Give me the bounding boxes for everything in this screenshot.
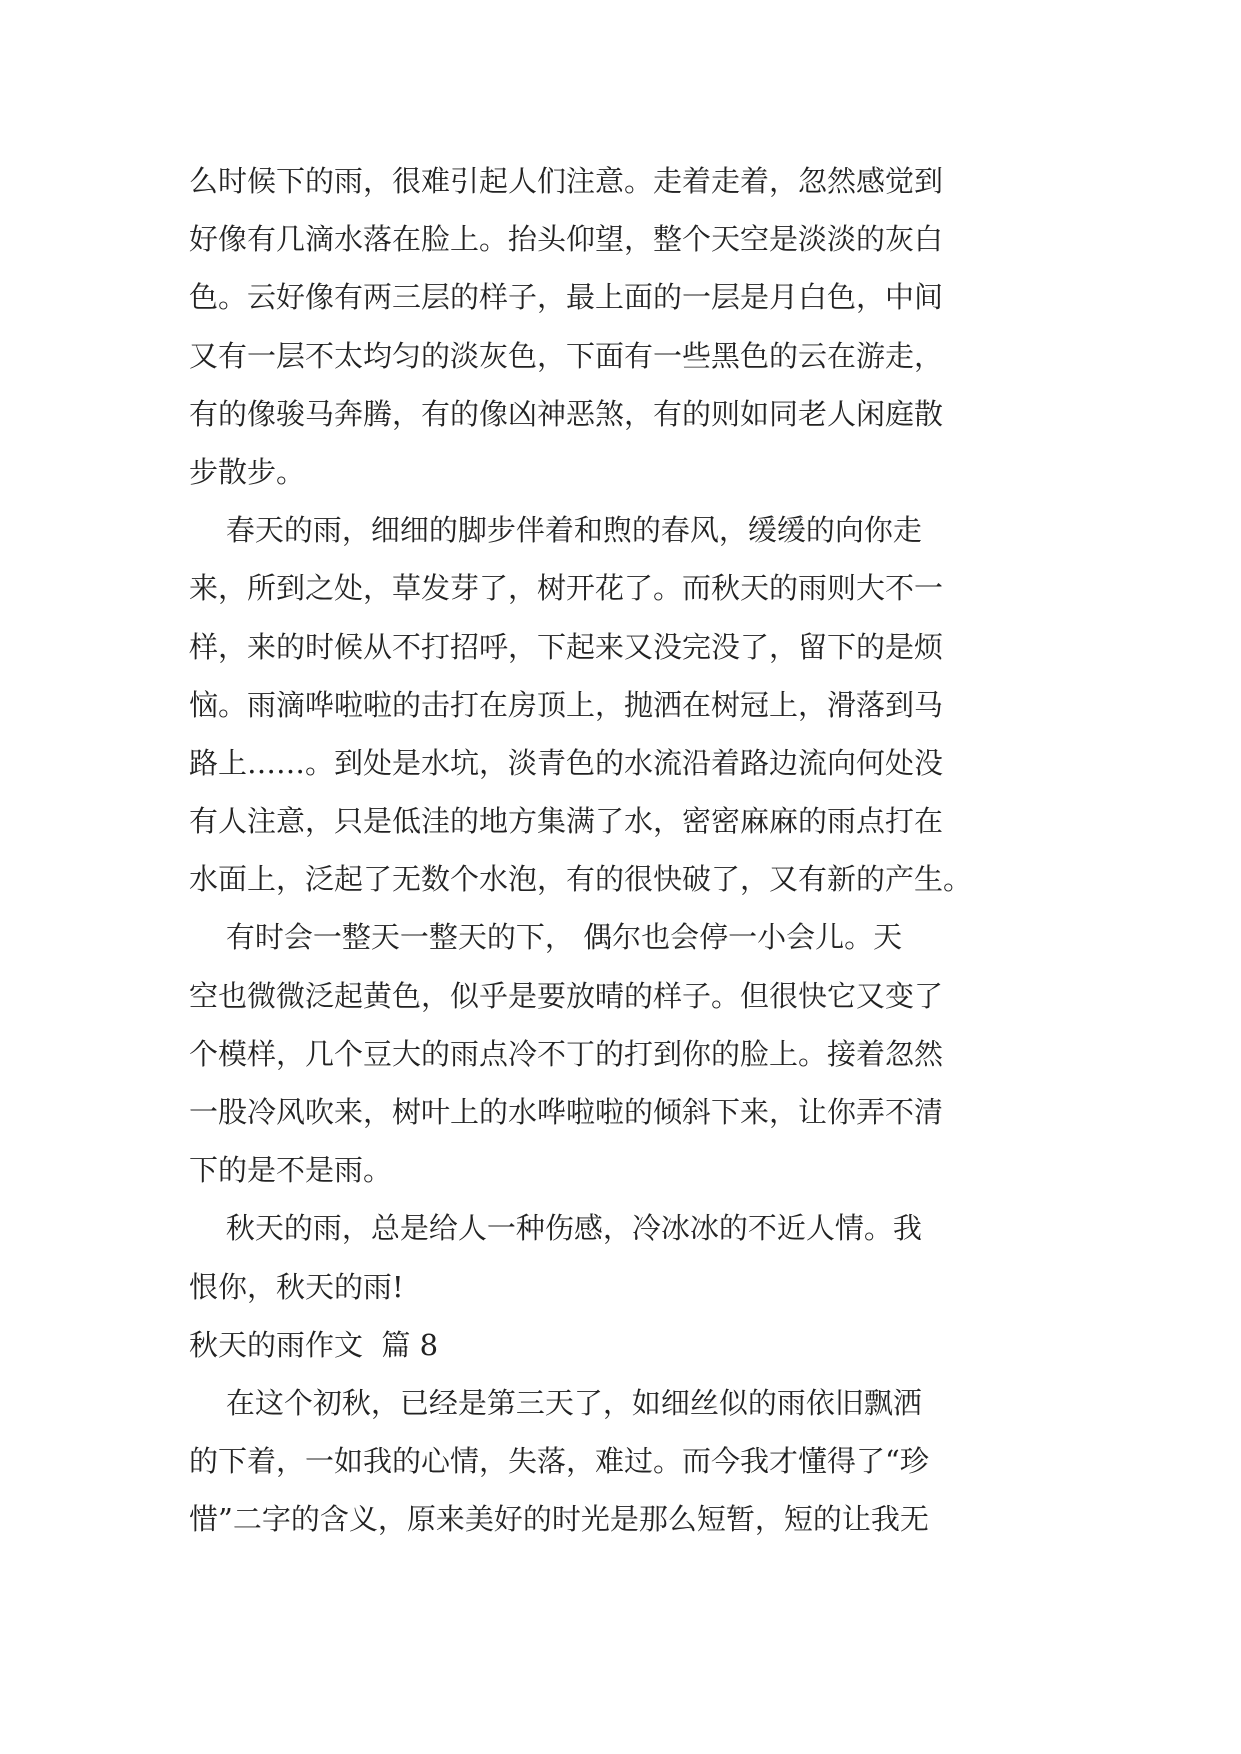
text-line: 步散步。: [189, 454, 306, 489]
text-line: 有时会一整天一整天的下， 偶尔也会停一小会儿。天: [189, 920, 903, 955]
text-line: 秋天的雨，总是给人一种伤感，冷冰冰的不近人情。我: [189, 1211, 922, 1246]
text-line: 又有一层不太均匀的淡灰色，下面有一些黑色的云在游走，: [189, 338, 944, 373]
text-line: 个模样，几个豆大的雨点冷不丁的打到你的脸上。接着忽然: [189, 1036, 944, 1071]
text-line: 么时候下的雨，很难引起人们注意。走着走着，忽然感觉到: [189, 164, 944, 198]
text-line: 色。云好像有两三层的样子，最上面的一层是月白色，中间: [189, 280, 944, 315]
text-line: 来，所到之处，草发芽了，树开花了。而秋天的雨则大不一: [189, 571, 944, 606]
text-line: 一股冷风吹来，树叶上的水哗啦啦的倾斜下来，让你弄不清: [189, 1095, 944, 1129]
section-heading: 秋天的雨作文 篇 8: [189, 1327, 439, 1362]
text-line: 有人注意，只是低洼的地方集满了水，密密麻麻的雨点打在: [189, 804, 944, 839]
document-page: [189, 152, 1059, 1549]
text-line: 有的像骏马奔腾，有的像凶神恶煞，有的则如同老人闲庭散: [189, 396, 944, 431]
text-line: 空也微微泛起黄色，似乎是要放晴的样子。但很快它又变了: [189, 978, 944, 1013]
text-line: 水面上，泛起了无数个水泡，有的很快破了，又有新的产生。: [189, 862, 973, 897]
text-line: 春天的雨，细细的脚步伴着和煦的春风，缓缓的向你走: [189, 513, 922, 548]
text-line: 样，来的时候从不打招呼，下起来又没完没了，留下的是烦: [189, 629, 944, 664]
text-line: 下的是不是雨。: [189, 1153, 393, 1188]
text-line: 恼。雨滴哗啦啦的击打在房顶上，抛洒在树冠上，滑落到马: [189, 687, 944, 722]
text-line: 恨你，秋天的雨!: [189, 1269, 404, 1304]
text-line: 在这个初秋，已经是第三天了，如细丝似的雨依旧飘洒: [189, 1385, 922, 1420]
text-line: 路上……。到处是水坑，淡青色的水流沿着路边流向何处没: [189, 745, 944, 780]
text-line: 惜”二字的含义，原来美好的时光是那么短暂，短的让我无: [189, 1502, 929, 1537]
text-line: 好像有几滴水落在脸上。抬头仰望，整个天空是淡淡的灰白: [189, 222, 944, 257]
text-line: 的下着，一如我的心情，失落，难过。而今我才懂得了“珍: [189, 1444, 929, 1479]
